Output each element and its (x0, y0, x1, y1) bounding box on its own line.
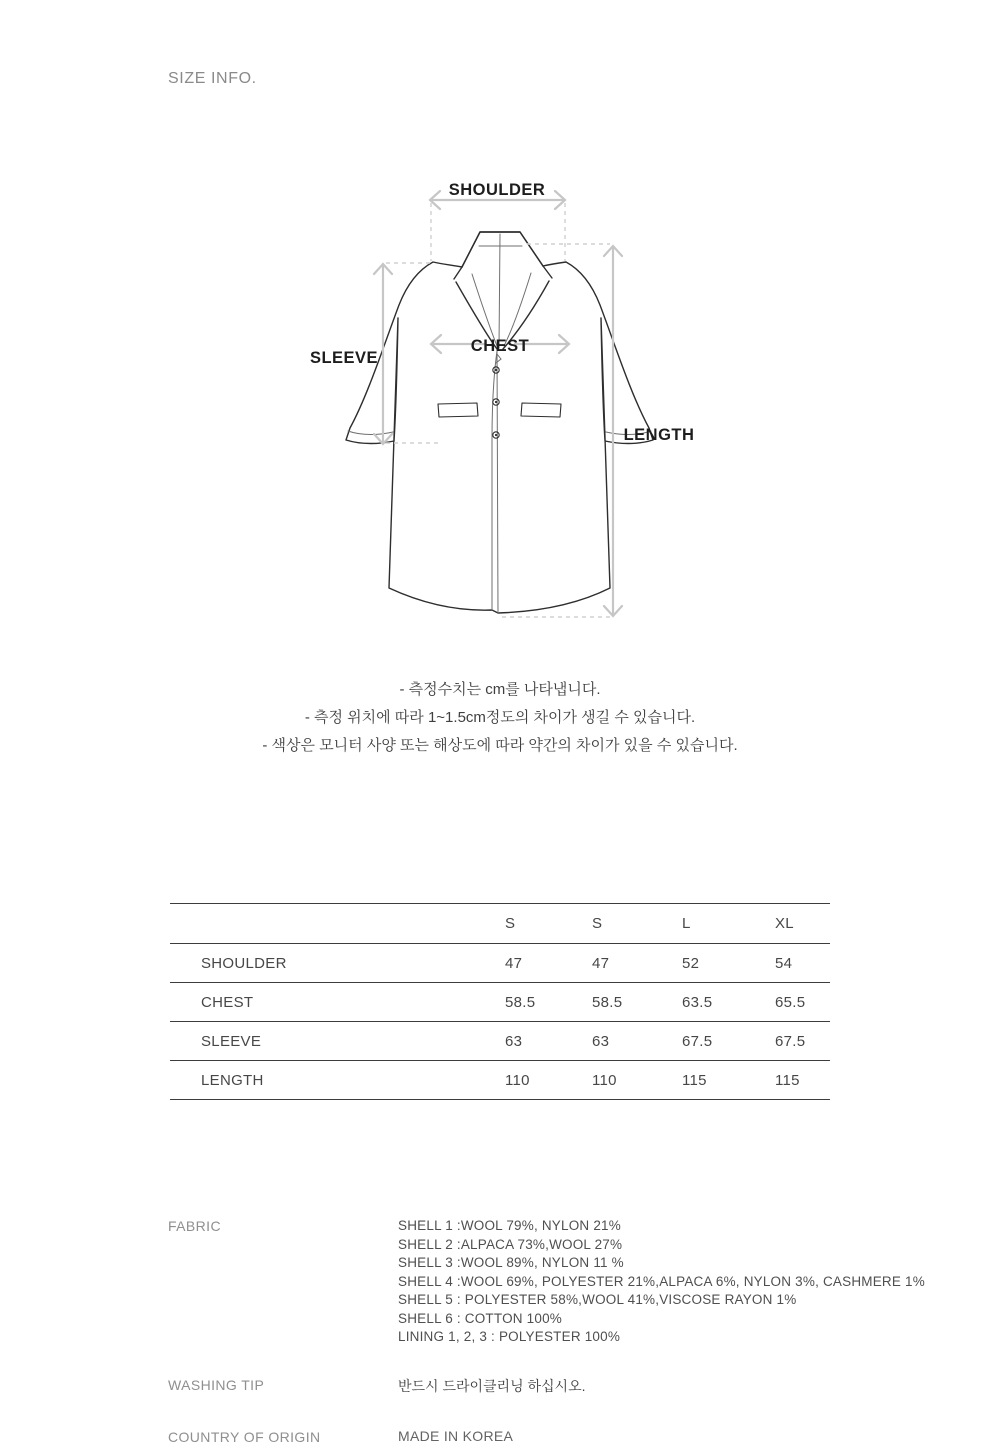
fabric-section-label: FABRIC (168, 1218, 221, 1234)
cell-value: 58.5 (592, 993, 623, 1011)
size-column-header: S (505, 915, 516, 932)
fabric-line: SHELL 3 :WOOL 89%, NYLON 11 % (398, 1255, 624, 1270)
cell-value: 67.5 (682, 1032, 713, 1050)
size-column-header: S (592, 915, 603, 932)
table-row (170, 1022, 830, 1061)
cell-value: 67.5 (775, 1032, 806, 1050)
coat-measurement-diagram (280, 170, 740, 640)
table-row (170, 944, 830, 983)
cell-value: 47 (592, 954, 610, 972)
table-row (170, 983, 830, 1022)
country-of-origin-value: MADE IN KOREA (398, 1428, 514, 1444)
table-row (170, 1061, 830, 1100)
row-label: LENGTH (201, 1071, 264, 1089)
note-line: - 색상은 모니터 사양 또는 해상도에 따라 약간의 차이가 있을 수 있습니다. (262, 737, 738, 754)
cell-value: 47 (505, 954, 523, 972)
shoulder-label: SHOULDER (448, 181, 546, 199)
fabric-line: SHELL 6 : COTTON 100% (398, 1310, 563, 1326)
washing-tip-value: 반드시 드라이클리닝 하십시오. (398, 1378, 586, 1394)
chest-label: CHEST (470, 337, 530, 355)
coat-drawing (346, 232, 653, 613)
row-label: CHEST (201, 993, 254, 1011)
fabric-lines (398, 1217, 925, 1347)
cell-value: 58.5 (505, 993, 536, 1011)
size-table (170, 903, 830, 1100)
size-column-header: XL (775, 915, 794, 932)
size-column-header: L (682, 915, 691, 932)
cell-value: 63 (592, 1032, 610, 1050)
fabric-line: SHELL 2 :ALPACA 73%,WOOL 27% (398, 1236, 623, 1252)
row-label: SLEEVE (201, 1032, 262, 1050)
washing-tip-label: WASHING TIP (168, 1377, 265, 1393)
note-line: - 측정수치는 cm를 나타냅니다. (399, 681, 601, 698)
cell-value: 110 (592, 1071, 617, 1089)
measurement-notes (0, 676, 1000, 760)
row-label: SHOULDER (201, 954, 287, 972)
cell-value: 63.5 (682, 993, 713, 1011)
size-table-header-row (170, 904, 830, 944)
country-of-origin-label: COUNTRY OF ORIGIN (168, 1429, 321, 1445)
sleeve-label: SLEEVE (309, 349, 379, 367)
fabric-line: LINING 1, 2, 3 : POLYESTER 100% (398, 1329, 621, 1344)
cell-value: 54 (775, 954, 793, 972)
size-table-corner-cell (170, 904, 505, 944)
coat-right-pocket (521, 403, 561, 417)
coat-left-pocket (438, 403, 478, 417)
cell-value: 65.5 (775, 993, 806, 1011)
note-line: - 측정 위치에 따라 1~1.5cm정도의 차이가 생길 수 있습니다. (304, 709, 696, 726)
page-title: SIZE INFO. (168, 70, 257, 87)
length-label: LENGTH (623, 426, 695, 444)
cell-value: 52 (682, 954, 700, 972)
fabric-line: SHELL 1 :WOOL 79%, NYLON 21% (398, 1218, 621, 1233)
cell-value: 63 (505, 1032, 523, 1050)
cell-value: 110 (505, 1071, 530, 1089)
cell-value: 115 (682, 1071, 707, 1089)
cell-value: 115 (775, 1071, 800, 1089)
fabric-line: SHELL 4 :WOOL 69%, POLYESTER 21%,ALPACA 6%, NYLON 3%, CASHMERE 1% (398, 1273, 925, 1289)
fabric-line: SHELL 5 : POLYESTER 58%,WOOL 41%,VISCOSE RAYON 1% (398, 1292, 797, 1307)
